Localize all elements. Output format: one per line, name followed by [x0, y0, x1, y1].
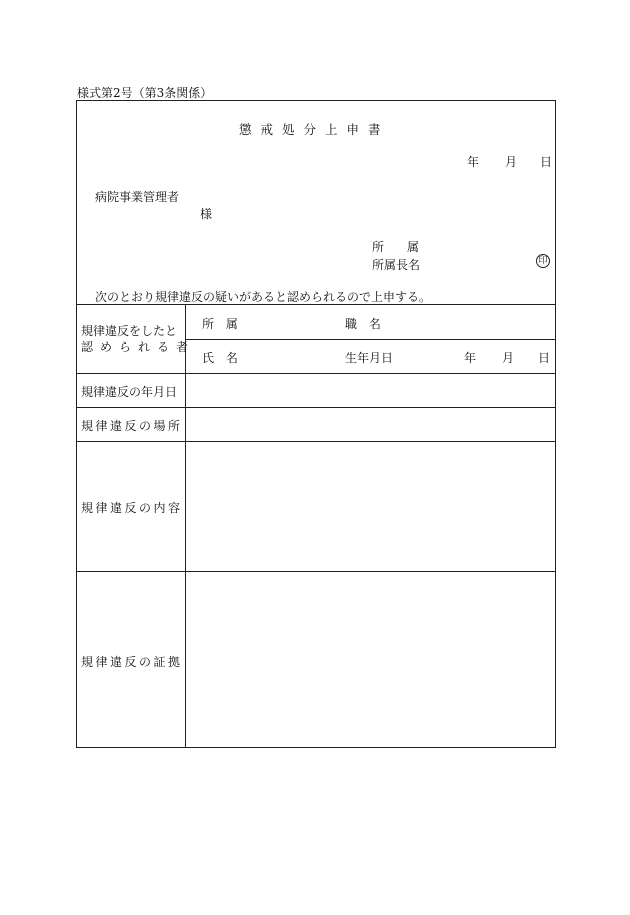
dept-field-label: 所 属	[202, 317, 238, 331]
violation-content-label: 規律違反の内容	[81, 501, 183, 515]
addressee: 病院事業管理者	[95, 190, 180, 204]
sender-head-label: 所属長名	[372, 258, 421, 272]
row-divider-2	[76, 407, 556, 408]
sender-dept-label-b: 属	[407, 240, 420, 254]
birth-year-label: 年	[464, 351, 477, 365]
document-title: 懲戒処分上申書	[239, 122, 390, 137]
violation-evidence-label: 規律違反の証拠	[81, 655, 183, 669]
date-year-label: 年	[467, 155, 480, 169]
person-label-line2: 認められる者	[81, 340, 196, 354]
person-label-line1: 規律違反をしたと	[81, 324, 178, 338]
form-number: 様式第2号（第3条関係）	[77, 86, 213, 100]
position-field-label: 職 名	[345, 317, 381, 331]
label-column-divider	[185, 304, 186, 748]
table-top-border	[76, 304, 556, 305]
row-divider-1	[76, 373, 556, 374]
birthdate-field-label: 生年月日	[345, 351, 394, 365]
name-field-label: 氏 名	[202, 351, 238, 365]
honorific: 様	[200, 207, 213, 221]
seal-icon: 印	[536, 254, 550, 268]
birth-month-label: 月	[502, 351, 515, 365]
person-row-divider	[185, 339, 556, 340]
row-divider-3	[76, 441, 556, 442]
date-month-label: 月	[505, 155, 518, 169]
birth-day-label: 日	[538, 351, 551, 365]
sender-dept-label-a: 所	[372, 240, 385, 254]
statement-text: 次のとおり規律違反の疑いがあると認められるので上申する。	[95, 290, 432, 304]
date-day-label: 日	[540, 155, 553, 169]
violation-date-label: 規律違反の年月日	[81, 385, 178, 399]
row-divider-4	[76, 571, 556, 572]
violation-place-label: 規律違反の場所	[81, 419, 183, 433]
